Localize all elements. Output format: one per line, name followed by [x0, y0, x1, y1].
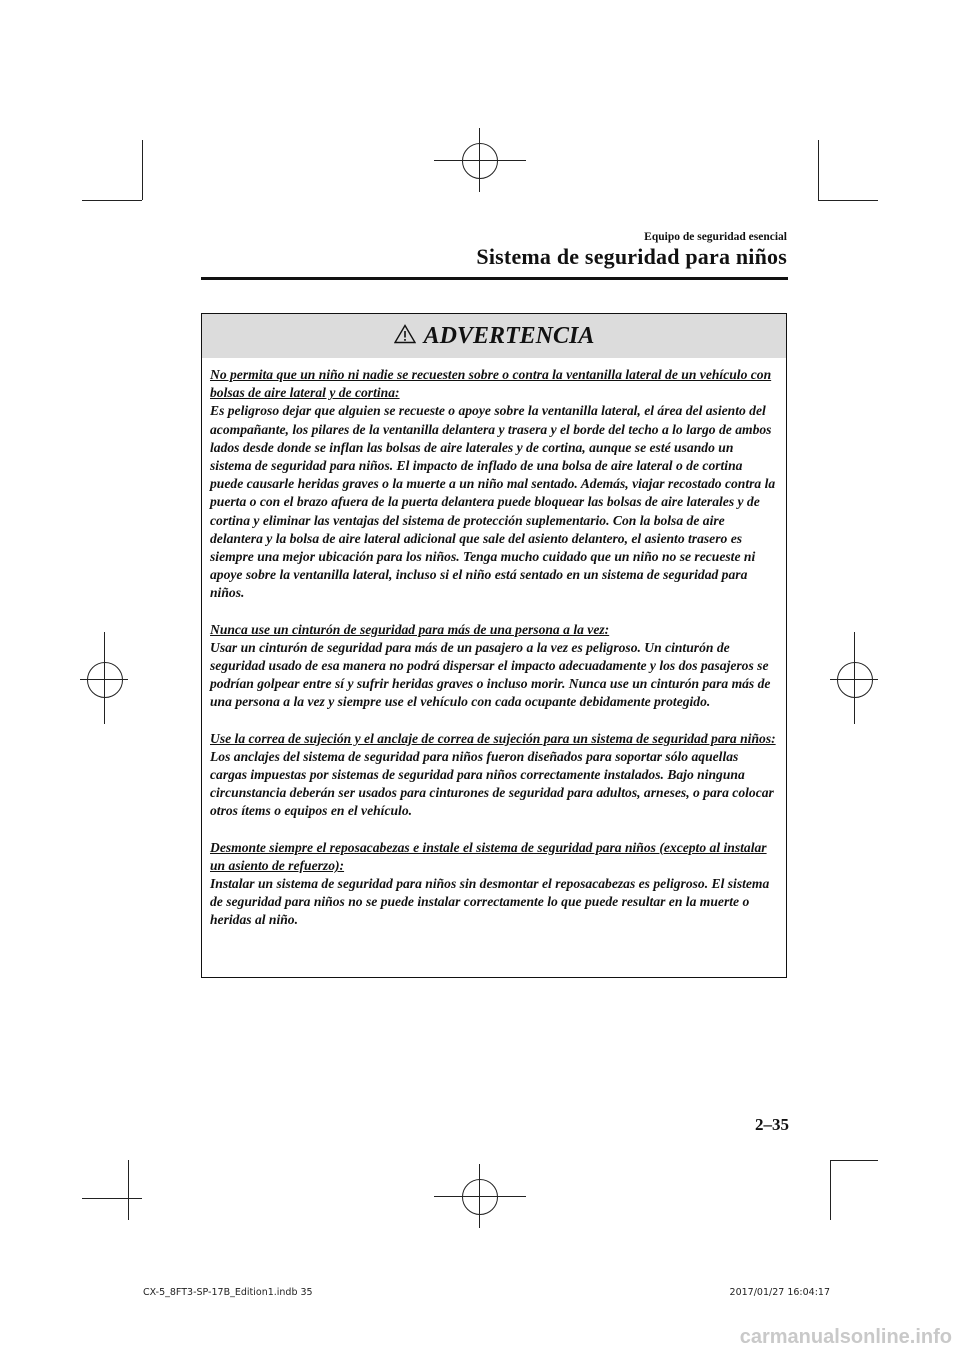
page-title: Sistema de seguridad para niños: [476, 244, 787, 269]
section-label: Equipo de seguridad esencial: [644, 231, 787, 243]
warning-body: [202, 358, 786, 930]
warning-lead: Nunca use un cinturón de seguridad para más de una persona a la vez:: [210, 621, 610, 637]
header-rule: [201, 277, 788, 280]
warning-header: [202, 314, 786, 358]
warning-lead: Use la correa de sujeción y el anclaje de correa de sujeción para un sistema de seguridad para niños:: [210, 730, 776, 746]
warning-text: Es peligroso dejar que alguien se recueste o apoye sobre la ventanilla lateral, el área del asiento del acompañante, los pilares de la ventanilla delantera y trasera y el borde del techo a lo largo de ambos lados desde donde se inflan las bolsas de aire laterales y de cortina, aunque se esté usando un sistema de seguridad para niños. El impacto de inflado de una bolsa de aire lateral o de cortina puede causarle heridas graves o la muerte a un niño mal sentado. Además, viajar recostado contra la puerta o con el brazo afuera de la puerta delantera puede bloquear las bolsas de aire laterales y de cortina y eliminar las ventajas del sistema de protección suplementario. Con la bolsa de aire delantera y la bolsa de aire lateral adicional que sale del asiento delantero, el asiento trasero es siempre una mejor ubicación para los niños. Tenga mucho cuidado que un niño no se recueste ni apoye sobre la ventanilla lateral, incluso si el niño está sentado en un sistema de seguridad para niños.: [210, 403, 776, 601]
page-number: 2–35: [755, 1115, 789, 1134]
warning-lead: Desmonte siempre el reposacabezas e instale el sistema de seguridad para niños (excepto al instalar un asiento de refuerzo):: [210, 839, 767, 873]
warning-paragraph: [210, 366, 776, 603]
warning-paragraph: [210, 730, 776, 821]
warning-heading: ADVERTENCIA: [423, 322, 595, 349]
warning-text: Los anclajes del sistema de seguridad para niños fueron diseñados para soportar sólo aquellas cargas impuestas por sistemas de seguridad para niños correctamente instalados. Bajo ninguna circunstancia deberán ser usados para cinturones de seguridad para adultos, arneses, o para colocar otros ítems o equipos en el vehículo.: [210, 748, 774, 819]
footer-timestamp: 2017/01/27 16:04:17: [729, 1287, 830, 1298]
warning-text: Instalar un sistema de seguridad para niños sin desmontar el reposacabezas es peligroso. El sistema de seguridad para niños no se puede instalar correctamente lo que puede resultar en la muerte o heridas al niño.: [210, 876, 770, 928]
warning-paragraph: [210, 839, 776, 930]
warning-triangle-icon: [394, 324, 416, 349]
warning-paragraph: [210, 621, 776, 712]
warning-lead: No permita que un niño ni nadie se recuesten sobre o contra la ventanilla lateral de un vehículo con bolsas de aire lateral y de cortina:: [210, 367, 772, 401]
warning-box: [201, 313, 787, 978]
warning-text: Usar un cinturón de seguridad para más de un pasajero a la vez es peligroso. Un cinturón de seguridad usado de esa manera no podrá dispersar el impacto adecuadamente y los dos pasajeros se podrían golpear entre sí y sufrir heridas graves o incluso morir. Nunca use un cinturón para más de una persona a la vez y siempre use el vehículo con cada ocupante debidamente protegido.: [210, 639, 771, 710]
watermark: carmanualsonline.info: [739, 1326, 952, 1348]
footer-file: CX-5_8FT3-SP-17B_Edition1.indb 35: [143, 1287, 313, 1298]
